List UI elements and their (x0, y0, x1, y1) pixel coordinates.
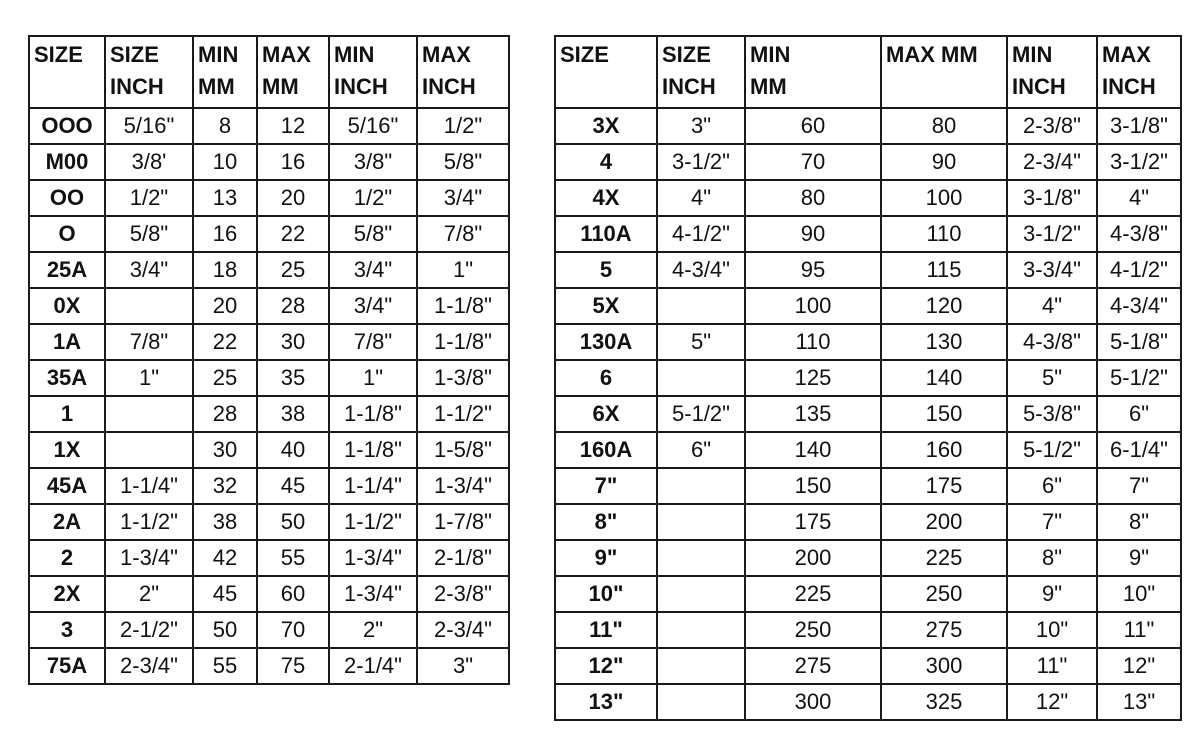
right-header-line: INCH (1012, 74, 1066, 99)
right-value-cell: 11" (1097, 612, 1181, 648)
left-value-cell (105, 396, 193, 432)
right-value-cell (657, 468, 745, 504)
left-value-cell: 1-7/8" (417, 504, 509, 540)
right-value-cell: 9" (1007, 576, 1097, 612)
left-value-cell: 5/8" (329, 216, 417, 252)
right-value-cell: 250 (745, 612, 881, 648)
left-size-cell: 75A (29, 648, 105, 684)
right-value-cell: 300 (881, 648, 1007, 684)
right-value-cell: 9" (1097, 540, 1181, 576)
left-value-cell: 1-3/4" (417, 468, 509, 504)
right-table-row (555, 612, 1181, 648)
left-header-line: SIZE (110, 42, 159, 67)
left-header-line: INCH (334, 74, 388, 99)
left-value-cell: 38 (193, 504, 257, 540)
left-table-row (29, 360, 509, 396)
left-header-line: MAX (262, 42, 311, 67)
right-value-cell: 2-3/4" (1007, 144, 1097, 180)
left-header-row (29, 36, 509, 108)
left-table-row (29, 108, 509, 144)
right-value-cell: 60 (745, 108, 881, 144)
left-value-cell: 1-1/8" (329, 396, 417, 432)
left-value-cell: 10 (193, 144, 257, 180)
left-value-cell: 1-1/4" (329, 468, 417, 504)
right-value-cell: 135 (745, 396, 881, 432)
right-value-cell: 11" (1007, 648, 1097, 684)
left-table-row (29, 648, 509, 684)
right-header-row (555, 36, 1181, 108)
left-table-row (29, 576, 509, 612)
left-header-line: INCH (422, 74, 476, 99)
right-header-line: INCH (662, 74, 716, 99)
right-table-row (555, 648, 1181, 684)
left-table-row (29, 252, 509, 288)
left-value-cell: 1-1/2" (329, 504, 417, 540)
left-value-cell: 18 (193, 252, 257, 288)
right-header-line: SIZE (560, 42, 609, 67)
right-value-cell: 90 (881, 144, 1007, 180)
right-table-row (555, 504, 1181, 540)
right-value-cell: 6" (1097, 396, 1181, 432)
right-value-cell: 3-1/8" (1007, 180, 1097, 216)
right-value-cell: 4-1/2" (1097, 252, 1181, 288)
right-header-line: INCH (1102, 74, 1156, 99)
left-value-cell: 28 (257, 288, 329, 324)
right-value-cell: 250 (881, 576, 1007, 612)
right-column-header (657, 36, 745, 108)
right-value-cell: 5-1/8" (1097, 324, 1181, 360)
right-table-header (555, 36, 1181, 108)
left-value-cell: 1/2" (417, 108, 509, 144)
left-header-line (34, 71, 104, 103)
right-size-cell: 3X (555, 108, 657, 144)
left-header-line: MAX (422, 42, 471, 67)
right-value-cell: 95 (745, 252, 881, 288)
left-value-cell: 42 (193, 540, 257, 576)
right-header-line: MAX MM (886, 42, 978, 67)
left-value-cell: 20 (193, 288, 257, 324)
left-column-header (329, 36, 417, 108)
left-value-cell: 55 (257, 540, 329, 576)
left-value-cell: 7/8" (105, 324, 193, 360)
left-value-cell: 30 (193, 432, 257, 468)
right-value-cell: 200 (881, 504, 1007, 540)
left-table-row (29, 468, 509, 504)
left-header-line: MM (198, 74, 235, 99)
right-header-line: MM (750, 74, 787, 99)
left-header-line: SIZE (34, 42, 83, 67)
right-value-cell: 70 (745, 144, 881, 180)
left-value-cell: 1-1/8" (417, 324, 509, 360)
right-size-cell: 10" (555, 576, 657, 612)
right-value-cell (657, 504, 745, 540)
left-value-cell: 2" (105, 576, 193, 612)
right-value-cell: 160 (881, 432, 1007, 468)
right-size-cell: 11" (555, 612, 657, 648)
left-value-cell: 1-1/8" (417, 288, 509, 324)
right-header-line: MIN (750, 42, 791, 67)
right-value-cell: 4-3/4" (657, 252, 745, 288)
left-value-cell: 1-1/2" (417, 396, 509, 432)
left-value-cell: 3/4" (417, 180, 509, 216)
right-column-header (881, 36, 1007, 108)
right-value-cell: 7" (1007, 504, 1097, 540)
left-value-cell: 1-3/8" (417, 360, 509, 396)
right-value-cell: 6" (657, 432, 745, 468)
right-value-cell: 3-3/4" (1007, 252, 1097, 288)
left-value-cell: 2-3/4" (105, 648, 193, 684)
right-value-cell: 200 (745, 540, 881, 576)
right-value-cell: 130 (881, 324, 1007, 360)
right-value-cell: 175 (745, 504, 881, 540)
right-column-header (1097, 36, 1181, 108)
right-value-cell: 4-3/4" (1097, 288, 1181, 324)
left-value-cell: 7/8" (417, 216, 509, 252)
left-table-row (29, 216, 509, 252)
left-size-cell: 1A (29, 324, 105, 360)
right-header-line (560, 71, 656, 103)
right-size-cell: 110A (555, 216, 657, 252)
right-value-cell: 150 (745, 468, 881, 504)
left-value-cell: 1-5/8" (417, 432, 509, 468)
right-header-line: MIN (1012, 42, 1053, 67)
left-value-cell: 3/8" (329, 144, 417, 180)
right-value-cell: 4" (1097, 180, 1181, 216)
left-size-cell: 0X (29, 288, 105, 324)
left-header-line: MIN (334, 42, 375, 67)
right-value-cell: 5" (1007, 360, 1097, 396)
right-value-cell (657, 288, 745, 324)
left-value-cell: 30 (257, 324, 329, 360)
right-value-cell (657, 612, 745, 648)
right-value-cell: 4-1/2" (657, 216, 745, 252)
right-value-cell: 225 (881, 540, 1007, 576)
left-value-cell: 1" (417, 252, 509, 288)
right-value-cell: 5-1/2" (1097, 360, 1181, 396)
left-value-cell: 25 (257, 252, 329, 288)
left-size-cell: 1X (29, 432, 105, 468)
right-value-cell (657, 360, 745, 396)
left-table-body (29, 108, 509, 684)
right-value-cell: 140 (881, 360, 1007, 396)
left-value-cell: 38 (257, 396, 329, 432)
right-value-cell: 4" (657, 180, 745, 216)
right-value-cell: 5-3/8" (1007, 396, 1097, 432)
left-value-cell: 75 (257, 648, 329, 684)
left-value-cell (105, 432, 193, 468)
left-value-cell: 50 (257, 504, 329, 540)
left-value-cell: 1-1/8" (329, 432, 417, 468)
left-size-cell: M00 (29, 144, 105, 180)
right-column-header (745, 36, 881, 108)
right-value-cell: 8" (1097, 504, 1181, 540)
right-size-cell: 12" (555, 648, 657, 684)
left-value-cell: 7/8" (329, 324, 417, 360)
left-value-cell: 45 (193, 576, 257, 612)
left-table-row (29, 612, 509, 648)
right-header-line: MAX (1102, 42, 1151, 67)
right-value-cell: 10" (1097, 576, 1181, 612)
right-value-cell: 150 (881, 396, 1007, 432)
left-value-cell: 22 (193, 324, 257, 360)
right-value-cell (657, 540, 745, 576)
right-table-row (555, 108, 1181, 144)
right-table-row (555, 684, 1181, 720)
right-size-cell: 9" (555, 540, 657, 576)
left-value-cell: 2-1/4" (329, 648, 417, 684)
right-value-cell: 225 (745, 576, 881, 612)
left-value-cell: 3" (417, 648, 509, 684)
right-table-body (555, 108, 1181, 720)
left-value-cell: 3/4" (329, 288, 417, 324)
left-size-cell: O (29, 216, 105, 252)
right-value-cell: 110 (881, 216, 1007, 252)
right-table-row (555, 432, 1181, 468)
left-header-line: MIN (198, 42, 239, 67)
left-value-cell: 40 (257, 432, 329, 468)
left-size-cell: 2A (29, 504, 105, 540)
right-table-row (555, 396, 1181, 432)
left-size-cell: 2 (29, 540, 105, 576)
left-value-cell: 5/8" (417, 144, 509, 180)
left-table-row (29, 324, 509, 360)
left-value-cell: 55 (193, 648, 257, 684)
right-value-cell (657, 648, 745, 684)
right-size-cell: 6 (555, 360, 657, 396)
left-header-line: INCH (110, 74, 164, 99)
right-value-cell: 325 (881, 684, 1007, 720)
right-value-cell: 12" (1097, 648, 1181, 684)
right-size-cell: 130A (555, 324, 657, 360)
right-size-cell: 7" (555, 468, 657, 504)
left-value-cell: 25 (193, 360, 257, 396)
left-value-cell (105, 288, 193, 324)
left-table-row (29, 288, 509, 324)
left-value-cell: 70 (257, 612, 329, 648)
right-value-cell: 2-3/8" (1007, 108, 1097, 144)
left-table-row (29, 504, 509, 540)
left-value-cell: 60 (257, 576, 329, 612)
right-table-row (555, 216, 1181, 252)
right-value-cell: 140 (745, 432, 881, 468)
right-value-cell: 5-1/2" (1007, 432, 1097, 468)
left-value-cell: 1-1/2" (105, 504, 193, 540)
right-size-cell: 13" (555, 684, 657, 720)
left-value-cell: 8 (193, 108, 257, 144)
left-value-cell: 5/16" (329, 108, 417, 144)
right-table-row (555, 540, 1181, 576)
left-column-header (29, 36, 105, 108)
left-size-table (28, 35, 510, 685)
right-size-cell: 4X (555, 180, 657, 216)
left-value-cell: 1" (105, 360, 193, 396)
right-table-row (555, 252, 1181, 288)
right-size-cell: 5X (555, 288, 657, 324)
left-value-cell: 35 (257, 360, 329, 396)
right-size-cell: 5 (555, 252, 657, 288)
right-value-cell: 4-3/8" (1007, 324, 1097, 360)
right-value-cell: 6-1/4" (1097, 432, 1181, 468)
left-column-header (257, 36, 329, 108)
right-size-cell: 160A (555, 432, 657, 468)
left-column-header (417, 36, 509, 108)
right-value-cell: 300 (745, 684, 881, 720)
right-value-cell: 3" (657, 108, 745, 144)
right-value-cell: 8" (1007, 540, 1097, 576)
right-table-row (555, 468, 1181, 504)
left-value-cell: 2-3/4" (417, 612, 509, 648)
left-table-row (29, 396, 509, 432)
right-value-cell: 5-1/2" (657, 396, 745, 432)
left-value-cell: 2" (329, 612, 417, 648)
left-value-cell: 2-1/2" (105, 612, 193, 648)
left-column-header (105, 36, 193, 108)
right-table-row (555, 180, 1181, 216)
right-value-cell: 120 (881, 288, 1007, 324)
left-value-cell: 1" (329, 360, 417, 396)
right-value-cell: 100 (745, 288, 881, 324)
left-value-cell: 5/16" (105, 108, 193, 144)
right-value-cell: 100 (881, 180, 1007, 216)
left-size-cell: 2X (29, 576, 105, 612)
left-size-cell: 1 (29, 396, 105, 432)
left-value-cell: 5/8" (105, 216, 193, 252)
left-value-cell: 50 (193, 612, 257, 648)
left-table-row (29, 432, 509, 468)
right-value-cell: 3-1/8" (1097, 108, 1181, 144)
right-table-row (555, 144, 1181, 180)
right-value-cell (657, 684, 745, 720)
right-value-cell (657, 576, 745, 612)
left-size-cell: 45A (29, 468, 105, 504)
right-value-cell: 3-1/2" (1007, 216, 1097, 252)
left-size-cell: 3 (29, 612, 105, 648)
left-value-cell: 1/2" (329, 180, 417, 216)
right-value-cell: 3-1/2" (1097, 144, 1181, 180)
left-table-row (29, 144, 509, 180)
left-size-cell: 35A (29, 360, 105, 396)
left-column-header (193, 36, 257, 108)
right-value-cell: 275 (745, 648, 881, 684)
left-value-cell: 1-3/4" (329, 540, 417, 576)
left-value-cell: 3/4" (329, 252, 417, 288)
right-value-cell: 6" (1007, 468, 1097, 504)
left-header-line: MM (262, 74, 299, 99)
right-value-cell: 175 (881, 468, 1007, 504)
right-value-cell: 90 (745, 216, 881, 252)
right-value-cell: 80 (881, 108, 1007, 144)
right-value-cell: 5" (657, 324, 745, 360)
left-value-cell: 2-1/8" (417, 540, 509, 576)
right-value-cell: 115 (881, 252, 1007, 288)
left-value-cell: 45 (257, 468, 329, 504)
right-header-line: SIZE (662, 42, 711, 67)
left-value-cell: 2-3/8" (417, 576, 509, 612)
left-value-cell: 1-3/4" (329, 576, 417, 612)
left-value-cell: 16 (257, 144, 329, 180)
right-column-header (555, 36, 657, 108)
left-value-cell: 1-3/4" (105, 540, 193, 576)
left-value-cell: 1-1/4" (105, 468, 193, 504)
left-value-cell: 16 (193, 216, 257, 252)
left-size-cell: OOO (29, 108, 105, 144)
left-value-cell: 28 (193, 396, 257, 432)
right-column-header (1007, 36, 1097, 108)
left-value-cell: 13 (193, 180, 257, 216)
right-value-cell: 125 (745, 360, 881, 396)
right-value-cell: 7" (1097, 468, 1181, 504)
right-value-cell: 13" (1097, 684, 1181, 720)
right-table-row (555, 360, 1181, 396)
right-header-line (886, 71, 1006, 103)
left-value-cell: 1/2" (105, 180, 193, 216)
right-size-cell: 4 (555, 144, 657, 180)
right-value-cell: 110 (745, 324, 881, 360)
right-value-cell: 4-3/8" (1097, 216, 1181, 252)
left-value-cell: 32 (193, 468, 257, 504)
right-value-cell: 10" (1007, 612, 1097, 648)
right-size-table (554, 35, 1182, 721)
left-size-cell: OO (29, 180, 105, 216)
right-table-row (555, 288, 1181, 324)
right-value-cell: 275 (881, 612, 1007, 648)
left-value-cell: 3/4" (105, 252, 193, 288)
left-table-row (29, 540, 509, 576)
left-value-cell: 12 (257, 108, 329, 144)
left-table-header (29, 36, 509, 108)
right-value-cell: 12" (1007, 684, 1097, 720)
right-value-cell: 80 (745, 180, 881, 216)
left-value-cell: 22 (257, 216, 329, 252)
right-value-cell: 3-1/2" (657, 144, 745, 180)
left-value-cell: 20 (257, 180, 329, 216)
right-table-row (555, 576, 1181, 612)
right-table-row (555, 324, 1181, 360)
left-table-row (29, 180, 509, 216)
left-value-cell: 3/8' (105, 144, 193, 180)
right-size-cell: 6X (555, 396, 657, 432)
right-size-cell: 8" (555, 504, 657, 540)
left-size-cell: 25A (29, 252, 105, 288)
right-value-cell: 4" (1007, 288, 1097, 324)
